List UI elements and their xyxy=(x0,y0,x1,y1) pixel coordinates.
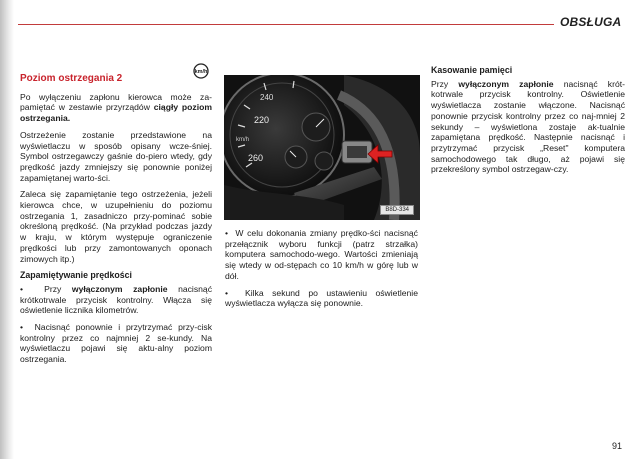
paragraph-warning-display: Ostrzeżenie zostanie przedstawione na wyświetlaczu w sposób opisany wcze-śniej. Symbol ostrzegawczy gaśnie do-piero wtedy, gdy prędkość jazdy zmniejszy się ponownie poniżej zapamiętanej warto-ści. xyxy=(20,129,212,183)
section-title-warning-level-2: Poziom ostrzegania 2 xyxy=(20,73,123,84)
gauge-label-kmh: km/h xyxy=(236,137,250,143)
figure-code: B8D-334 xyxy=(380,205,414,215)
bullet-1-pre: Przy xyxy=(44,283,72,294)
header-rule xyxy=(18,24,554,25)
middle-column xyxy=(225,228,418,315)
instrument-cluster-figure xyxy=(224,75,420,220)
gauge-label-260: 260 xyxy=(248,153,264,163)
bullet-change-speed: • W celu dokonania zmiany prędko-ści nacisnąć przełącznik wyboru funkcji (patrz strzałka) komputera samochodo-wego. Wartości zmieniają się wtedy w od-stępach co 10 km/h w górę lub w dół. xyxy=(225,228,418,281)
bullet-display-off: • Kilka sekund po ustawieniu oświetlenie wyświetlacza wyłącza się ponownie. xyxy=(225,287,418,309)
subsection-title-storing-speed: Zapamiętywanie prędkości xyxy=(20,270,132,281)
section-title-clear-memory: Kasowanie pamięci xyxy=(431,65,513,75)
intro-paragraph xyxy=(20,92,212,124)
page-gutter-shadow xyxy=(0,0,14,459)
svg-text:km/h: km/h xyxy=(194,69,208,76)
paragraph-clear-memory xyxy=(431,79,625,175)
clear-memory-post: nacisnąć krót-kotrwale przycisk kontrolny. Oświetlenie wyświetlacza zostanie włączone. Nacisnąć ponownie przycisk kontrolny przez co naj-mniej 2 sekundy – wyświetlona zostaje ak-tualnie zapamiętana prędkość. Następnie nacisnąć i przytrzymać przycisk „Reset" komputera samochodowego tak długo, aż pojawi się przekreślony symbol ostrzegaw-czy. xyxy=(431,78,625,175)
clear-memory-bold: wyłączonym zapłonie xyxy=(458,78,554,89)
bullet-1-bold: wyłączonym zapłonie xyxy=(71,283,168,294)
bullet-step-2: • Nacisnąć ponownie i przytrzymać przy-cisk kontrolny przez co najmniej 2 se-kundy. Na wyświetlaczu pojawi się aktu-alny poziom ostrzegania. xyxy=(20,322,212,365)
paragraph-recommendation: Zaleca się zapamiętanie tego ostrzeżenia, jeżeli kierowca chce, w uzupełnieniu do poziomu ostrzegania 1, zasadniczo przy-pominać sobie określoną prędkość. (Na przykład podczas jazdy w kraju, w którym występuje ograniczenie prędkości lub przy zamontowanych oponach zimowych itp.) xyxy=(20,189,212,264)
bullet-1-post: nacisnąć krótkotrwale przycisk kontrolny. Włącza się oświetlenie licznika kilometrów. xyxy=(20,283,212,316)
gauge-label-220: 220 xyxy=(254,115,270,125)
intro-text-1: Po wyłączeniu zapłonu kierowca może za- xyxy=(20,91,212,102)
clear-memory-pre: Przy xyxy=(431,78,459,89)
bullet-display-off-text: Kilka sekund po ustawieniu oświetlenie wyświetlacza wyłącza się ponownie. xyxy=(225,287,418,309)
intro-bold: ciągły poziom ostrzegania. xyxy=(20,102,213,124)
bullet-change-speed-text: W celu dokonania zmiany prędko-ści nacisnąć przełącznik wyboru funkcji (patrz strzałka) komputera samochodo-wego. Wartości zmieniają się wtedy w od-stępach co 10 km/h w górę lub w dół. xyxy=(225,228,418,281)
right-column xyxy=(431,65,625,181)
intro-text-2: pamiętać w zestawie przyrządów xyxy=(20,102,154,113)
gauge-label-240: 240 xyxy=(260,93,274,102)
bullet-step-1: • Przy wyłączonym zapłonie nacisnąć krótkotrwale przycisk kontrolny. Włącza się oświetlenie licznika kilometrów. xyxy=(20,283,212,316)
page-number: 91 xyxy=(612,441,623,451)
dashboard-illustration xyxy=(224,75,420,220)
page-header-title: OBSŁUGA xyxy=(560,15,622,29)
left-column xyxy=(20,73,212,371)
bullet-2-text: Nacisnąć ponownie i przytrzymać przy-cisk kontrolny przez co najmniej 2 se-kundy. Na wyświetlaczu pojawi się aktu-alny poziom ostrzegania. xyxy=(20,322,212,365)
